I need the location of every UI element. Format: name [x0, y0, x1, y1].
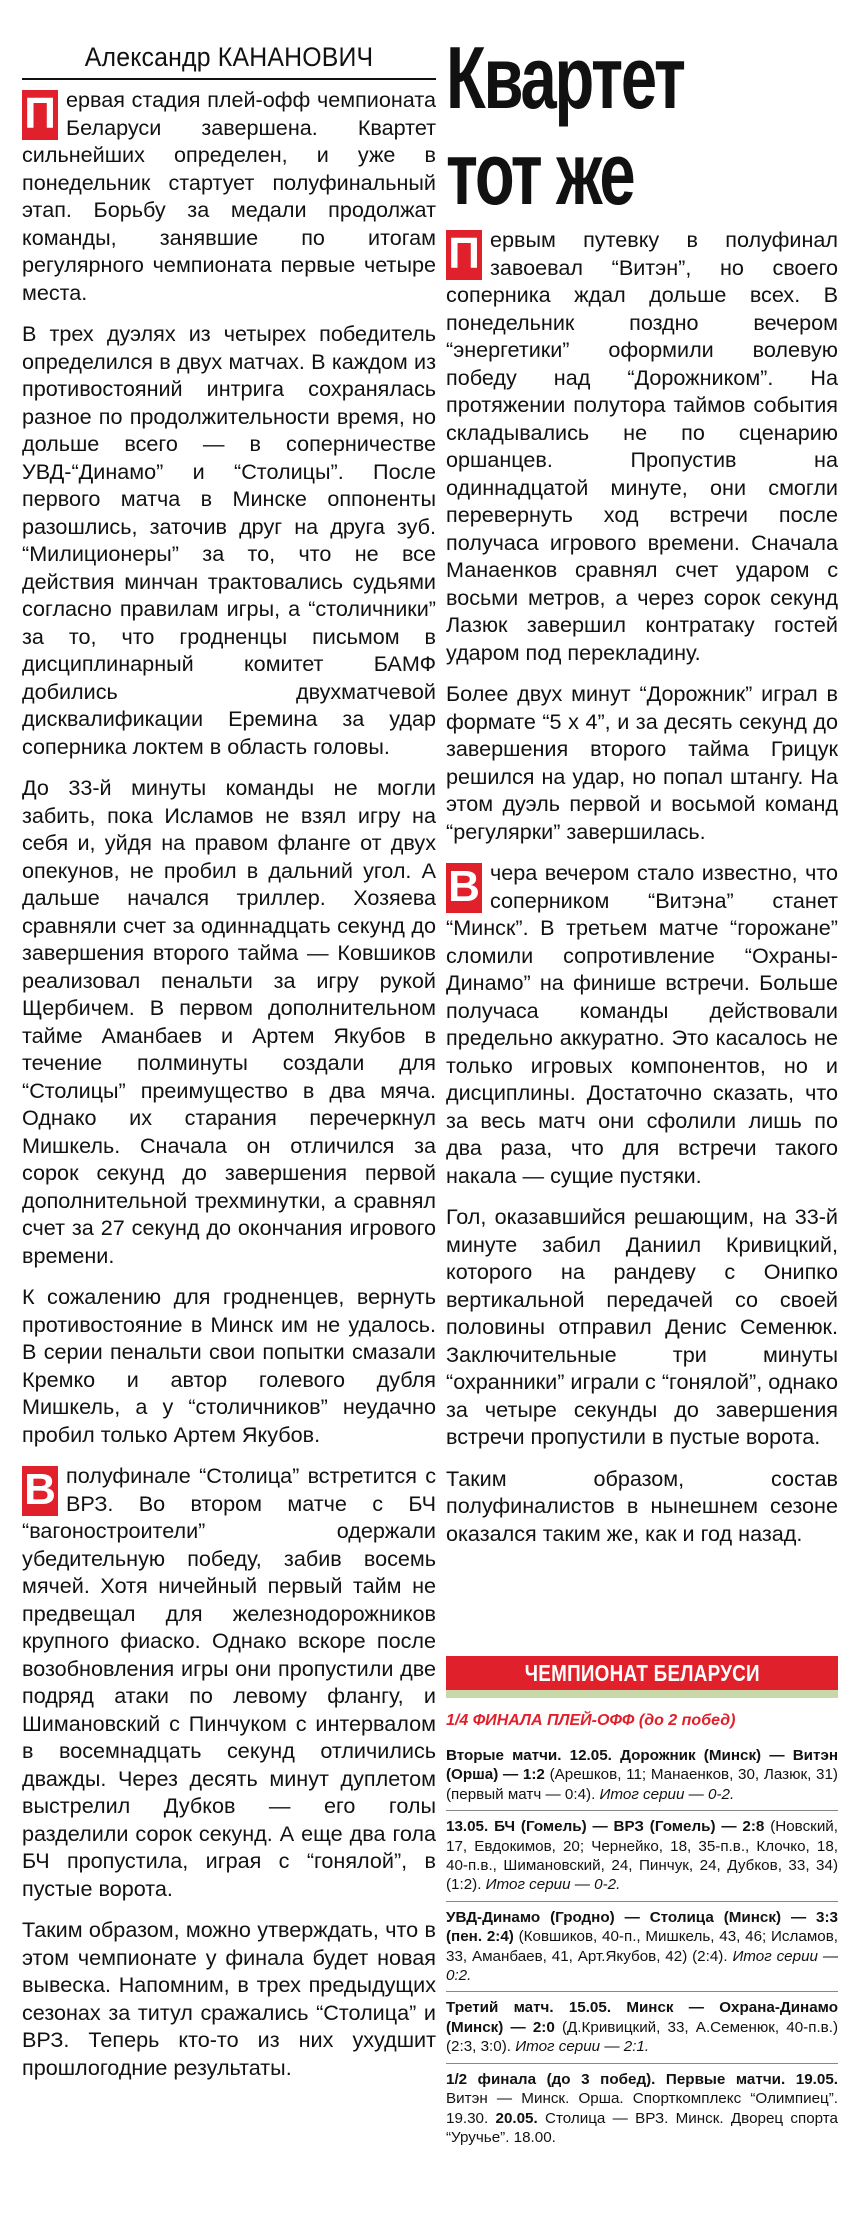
left-article-text [22, 86, 436, 2095]
results-list [446, 1740, 838, 2153]
drop-cap: В [446, 863, 482, 913]
paragraph: До 33-й минуты команды не могли забить, пока Исламов не взял игру на себя и, уйдя на правом фланге от двух опекунов, не пробил в дальний угол. А дальше начался триллер. Хозяева сравняли счет за одиннадцать секунд до завершения второго тайма — Ковшиков реализовал пенальти за игру рукой Щербичем. В первом дополнительном тайме Аманбаев и Артем Якубов в течение полминуты создали для “Столицы” преимущество в два мяча. Однако их старания перечеркнул Мишкель. Сначала он отличился за сорок секунд до завершения первой дополнительной трехминутки, а сравнял счет за 27 секунд до окончания игрового времени. [22, 775, 436, 1268]
results-box [446, 1656, 838, 2153]
result-entry: 13.05. БЧ (Гомель) — ВРЗ (Гомель) — 2:8 (Новский, 17, Евдокимов, 20; Чернейко, 18, 35-п.в., Клочко, 18, 40-п.в., Шимановский, 24, Пинчук, 24, Дубков, 33, 34) (1:2). Итог серии — 0-2. [446, 1811, 838, 1902]
author-byline: Александр КАНАНОВИЧ [84, 42, 374, 72]
result-entry: Вторые матчи. 12.05. Дорожник (Минск) — Витэн (Орша) — 1:2 (Арешков, 11; Манаенков, 30, Лазюк, 31) (первый матч — 0:4). Итог серии — 0-2. [446, 1740, 838, 1811]
results-subtitle: 1/4 ФИНАЛА ПЛЕЙ-ОФФ (до 2 побед) [446, 1712, 736, 1729]
headline: Квартет тот же [446, 28, 684, 223]
byline-divider [22, 78, 436, 80]
result-entry: 1/2 финала (до 3 побед). Первые матчи. 19.05. Витэн — Минск. Орша. Спорткомплекс “Олимпиец”. 19.30. 20.05. Столица — ВРЗ. Минск. Дворец спорта “Уручье”. 18.00. [446, 2070, 838, 2146]
results-title-bar [446, 1690, 838, 1698]
paragraph: В трех дуэлях из четырех победитель определился в двух матчах. В каждом из противостояний интрига сохранялась разное по продолжительности время, но дольше всего — в соперничестве УВД-“Динамо” и “Столицы”. После первого матча в Минске оппоненты разошлись, заточив друг на друга зуб. “Милиционеры” за то, что не все действия минчан трактовались судьями согласно правилам игры, а “столичники” за то, что гродненцы письмом в дисциплинарный комитет БАМФ добились двухматчевой дисквалификации Еремина за удар соперника локтем в область головы. [22, 321, 436, 759]
paragraph: К сожалению для гродненцев, вернуть противостояние в Минск им не удалось. В серии пенальти свои попытки смазали Кремко и автор голевого дубля Мишкель, а у “столичников” неудачно пробил только Артем Якубов. [22, 1284, 436, 1447]
paragraph: В чера вечером стало известно, что соперником “Витэна” станет “Минск”. В третьем матче “горожане” сломили сопротивление “Охраны-Динамо” на финише встречи. Больше получаса команды действовали предельно аккуратно. Это касалось не только игровых компонентов, но и дисциплины. Достаточно сказать, что за весь матч они сфолили лишь по два раза, что для встречи такого накала — сущие пустяки. [446, 860, 838, 1188]
paragraph: Таким образом, состав полуфиналистов в нынешнем сезоне оказался таким же, как и год назад. [446, 1465, 838, 1546]
paragraph: В полуфинале “Столица” встретится с ВРЗ. Во втором матче с БЧ “вагоностроители” одержали убедительную победу, забив восемь мячей. Хотя ничейный первый тайм не предвещал для железнодорожников крупного фиаско. Однако вскоре после возобновления игры они пропустили две подряд атаки по левому флангу, и Шимановский с Пинчуком с интервалом в восемнадцать секунд отличились дважды. Через десять минут дуплетом выстрелил Дубков — его голы разделили сорок секунд. А еще два гола БЧ пропустила, играя с “гонялой”, в пустые ворота. [22, 1463, 436, 1901]
result-entry: УВД-Динамо (Гродно) — Столица (Минск) — 3:3 (пен. 2:4) (Ковшиков, 40-п., Мишкель, 43, 46; Исламов, 33, Аманбаев, 41, Арт.Якубов, 42) (2:4). Итог серии — 0:2. [446, 1902, 838, 1993]
results-title: ЧЕМПИОНАТ БЕЛАРУСИ [446, 1656, 838, 1690]
drop-cap: П [22, 90, 58, 140]
paragraph: П ервая стадия плей-офф чемпионата Беларуси завершена. Квартет сильнейших определен, и уже в понедельник стартует полуфинальный этап. Борьбу за медали продолжат команды, занявшие по итогам регулярного чемпионата первые четыре места. [22, 87, 436, 305]
paragraph: П ервым путевку в полуфинал завоевал “Витэн”, но своего соперника ждал дольше всех. В понедельник поздно вечером “энергетики” оформили волевую победу над “Дорожником”. На протяжении полутора таймов события складывались не по сценарию оршанцев. Пропустив на одиннадцатой минуте, они смогли перевернуть ход встречи после получаса игрового времени. Сначала Манаенков сравнял счет ударом с восьми метров, а через сорок секунд Лазюк завершил контратаку гостей ударом под перекладину. [446, 227, 838, 665]
right-article-text [446, 226, 838, 1561]
paragraph: Более двух минут “Дорожник” играл в формате “5 х 4”, и за десять секунд до завершения второго тайма Грицук решился на удар, но попал штангу. На этом дуэль первой и восьмой команд “регулярки” завершилась. [446, 681, 838, 844]
paragraph: Гол, оказавшийся решающим, на 33-й минуте забил Даниил Кривицкий, которого на рандеву с Онипко вертикальной передачей со своей половины отправил Денис Семенюк. Заключительные три минуты “охранники” играли с “гонялой”, однако за четыре секунды до завершения встречи пропустили в пустые ворота. [446, 1204, 838, 1449]
paragraph: Таким образом, можно утверждать, что в этом чемпионате у финала будет новая вывеска. Напомним, в трех предыдущих сезонах за титул сражались “Столица” и ВРЗ. Теперь кто-то из них ухудшит прошлогодние результаты. [22, 1917, 436, 2080]
result-entry: Третий матч. 15.05. Минск — Охрана-Динамо (Минск) — 2:0 (Д.Кривицкий, 33, А.Семенюк, 40-п.в.) (2:3, 3:0). Итог серии — 2:1. [446, 1992, 838, 2063]
drop-cap: П [446, 230, 482, 280]
drop-cap: В [22, 1466, 58, 1516]
